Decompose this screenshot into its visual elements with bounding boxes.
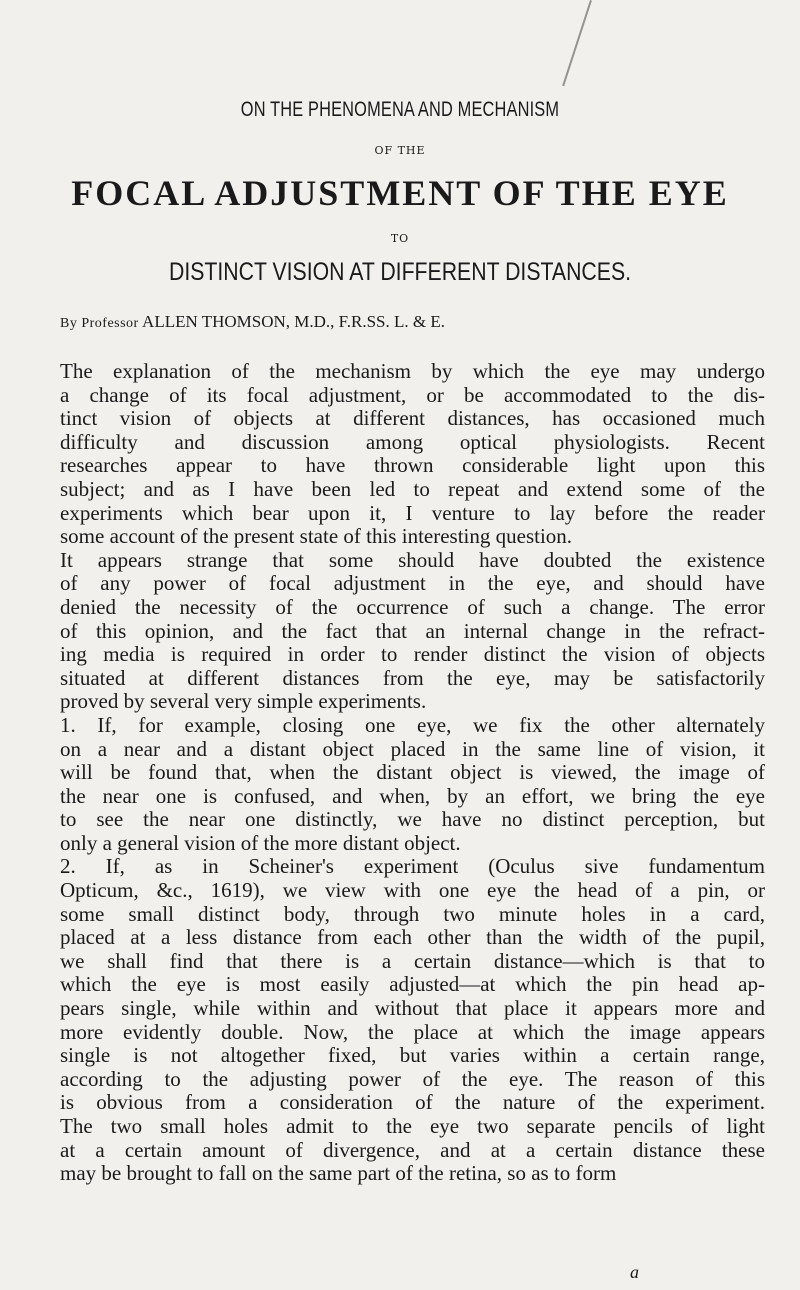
- body-line: may be brought to fall on the same part of the retina, so as to form: [60, 1161, 617, 1186]
- body-line: will be found that, when the distant object is viewed, the image of: [60, 760, 765, 785]
- body-line: we shall find that there is a certain distance—which is that to: [60, 948, 765, 973]
- body-line: of any power of focal adjustment in the eye, and should have: [60, 571, 765, 596]
- body-line: Opticum, &c., 1619), we view with one eye the head of a pin, or: [60, 878, 765, 903]
- body-line: to see the near one distinctly, we have no distinct perception, but: [60, 807, 765, 832]
- header-line-1: ON THE PHENOMENA AND MECHANISM: [240, 98, 560, 121]
- body-line: a change of its focal adjustment, or be accommodated to the dis-: [60, 382, 765, 407]
- body-line: placed at a less distance from each other than the width of the pupil,: [60, 925, 765, 950]
- body-line: some small distinct body, through two minute holes in a card,: [60, 901, 765, 926]
- body-line: researches appear to have thrown considerable light upon this: [60, 453, 765, 478]
- body-line: proved by several very simple experiments.: [60, 689, 427, 714]
- body-line: 1. If, for example, closing one eye, we fix the other alternately: [60, 712, 765, 737]
- body-text: [60, 360, 765, 1186]
- header-line-2: OF THE: [374, 144, 426, 157]
- author-name: ALLEN THOMSON, M.D., F.R.SS. L. & E.: [142, 312, 445, 331]
- body-line: on a near and a distant object placed in the same line of vision, it: [60, 736, 765, 761]
- author-line: [60, 312, 445, 332]
- body-line: subject; and as I have been led to repeat and extend some of the: [60, 476, 765, 501]
- author-prefix: By Professor: [60, 316, 139, 331]
- body-line: denied the necessity of the occurrence of such a change. The error: [60, 594, 765, 619]
- body-line: some account of the present state of this interesting question.: [60, 524, 573, 549]
- document-title: FOCAL ADJUSTMENT OF THE EYE: [71, 173, 729, 213]
- header-line-4: TO: [390, 232, 410, 245]
- body-line: pears single, while within and without that place it appears more and: [60, 996, 765, 1021]
- body-line: The two small holes admit to the eye two separate pencils of light: [60, 1114, 765, 1138]
- body-line: It appears strange that some should have doubted the existence: [60, 547, 765, 572]
- body-line: situated at different distances from the eye, may be satisfactorily: [60, 665, 765, 690]
- body-line: single is not altogether fixed, but varies within a certain range,: [60, 1043, 765, 1068]
- body-line: more evidently double. Now, the place at which the image appears: [60, 1019, 765, 1044]
- header-line-5: DISTINCT VISION AT DIFFERENT DISTANCES.: [168, 258, 632, 286]
- body-line: only a general vision of the more distant object.: [60, 830, 461, 855]
- body-line: is obvious from a consideration of the nature of the experiment.: [60, 1090, 765, 1115]
- body-line: at a certain amount of divergence, and at a certain distance these: [60, 1137, 765, 1162]
- body-line: of this opinion, and the fact that an internal change in the refract-: [60, 618, 765, 643]
- body-line: 2. If, as in Scheiner's experiment (Oculus sive fundamentum: [60, 854, 765, 879]
- body-line: the near one is confused, and when, by an effort, we bring the eye: [60, 783, 765, 808]
- body-line: tinct vision of objects at different distances, has occasioned much: [60, 406, 765, 431]
- signature-mark: a: [630, 1262, 639, 1282]
- body-line: difficulty and discussion among optical physiologists. Recent: [60, 429, 765, 454]
- body-line: ing media is required in order to render distinct the vision of objects: [60, 642, 765, 667]
- body-line: which the eye is most easily adjusted—at which the pin head ap-: [60, 972, 765, 997]
- body-line: experiments which bear upon it, I venture to lay before the reader: [60, 500, 765, 525]
- body-line: according to the adjusting power of the eye. The reason of this: [60, 1066, 765, 1091]
- pencil-mark: [562, 0, 592, 86]
- body-line: The explanation of the mechanism by which the eye may undergo: [60, 359, 765, 383]
